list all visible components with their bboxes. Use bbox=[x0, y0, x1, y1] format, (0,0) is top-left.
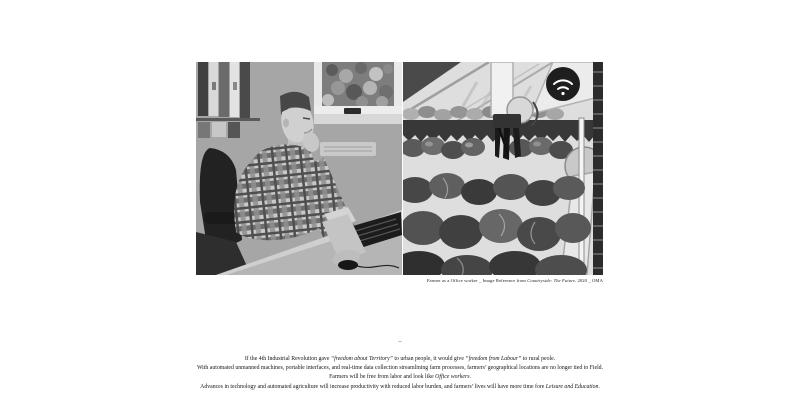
line3-text: Farmers will be free from labor and look like bbox=[329, 374, 436, 381]
image-caption bbox=[196, 278, 603, 283]
line1-text: to urban people, it would give bbox=[392, 356, 466, 362]
cable-chain bbox=[593, 62, 603, 275]
caption-italic-title: Countryside: The Future bbox=[527, 278, 575, 283]
greenhouse-robot-photo bbox=[403, 62, 603, 275]
computer-mouse bbox=[338, 260, 358, 270]
line3-text: . bbox=[469, 374, 471, 381]
line1-text: to rural peole. bbox=[521, 356, 556, 362]
paragraph-line-4 bbox=[0, 383, 800, 392]
paragraph-line-1 bbox=[0, 355, 800, 364]
foreground-crops bbox=[403, 173, 591, 275]
paragraph-line-3 bbox=[0, 373, 800, 382]
caption-text: Farmer as a Office worker _ Image Reference from bbox=[426, 278, 528, 283]
line1-italic-2: “freedom from Labour” bbox=[465, 356, 522, 362]
body-paragraph bbox=[0, 355, 800, 392]
paragraph-line-2: With automated unmanned machines, portable interfaces, and real-time data collection streamlining farm processes, farmers’ geographical locations are no longer tied to Field. bbox=[196, 365, 604, 372]
stapler-on-sill bbox=[344, 108, 361, 114]
line1-text: If the 4th Industrial Revolution gave bbox=[244, 356, 331, 362]
line4-text: . bbox=[598, 383, 600, 390]
wifi-joint bbox=[546, 67, 580, 101]
line1-italic-1: “freedom about Territory” bbox=[330, 356, 393, 362]
line3-italic: Office workers bbox=[435, 374, 470, 381]
line4-italic: Leisure and Education bbox=[545, 383, 599, 390]
figure-pair bbox=[196, 62, 603, 275]
caption-text: , 2020 _ OMA bbox=[575, 278, 603, 283]
farmer-office-photo bbox=[196, 62, 402, 275]
divider-dash: – bbox=[398, 339, 402, 345]
line4-text: Advances in technology and automated agriculture will increase productivity with reduced labor burden, and farmers’ lives will have more time fore bbox=[200, 383, 546, 390]
